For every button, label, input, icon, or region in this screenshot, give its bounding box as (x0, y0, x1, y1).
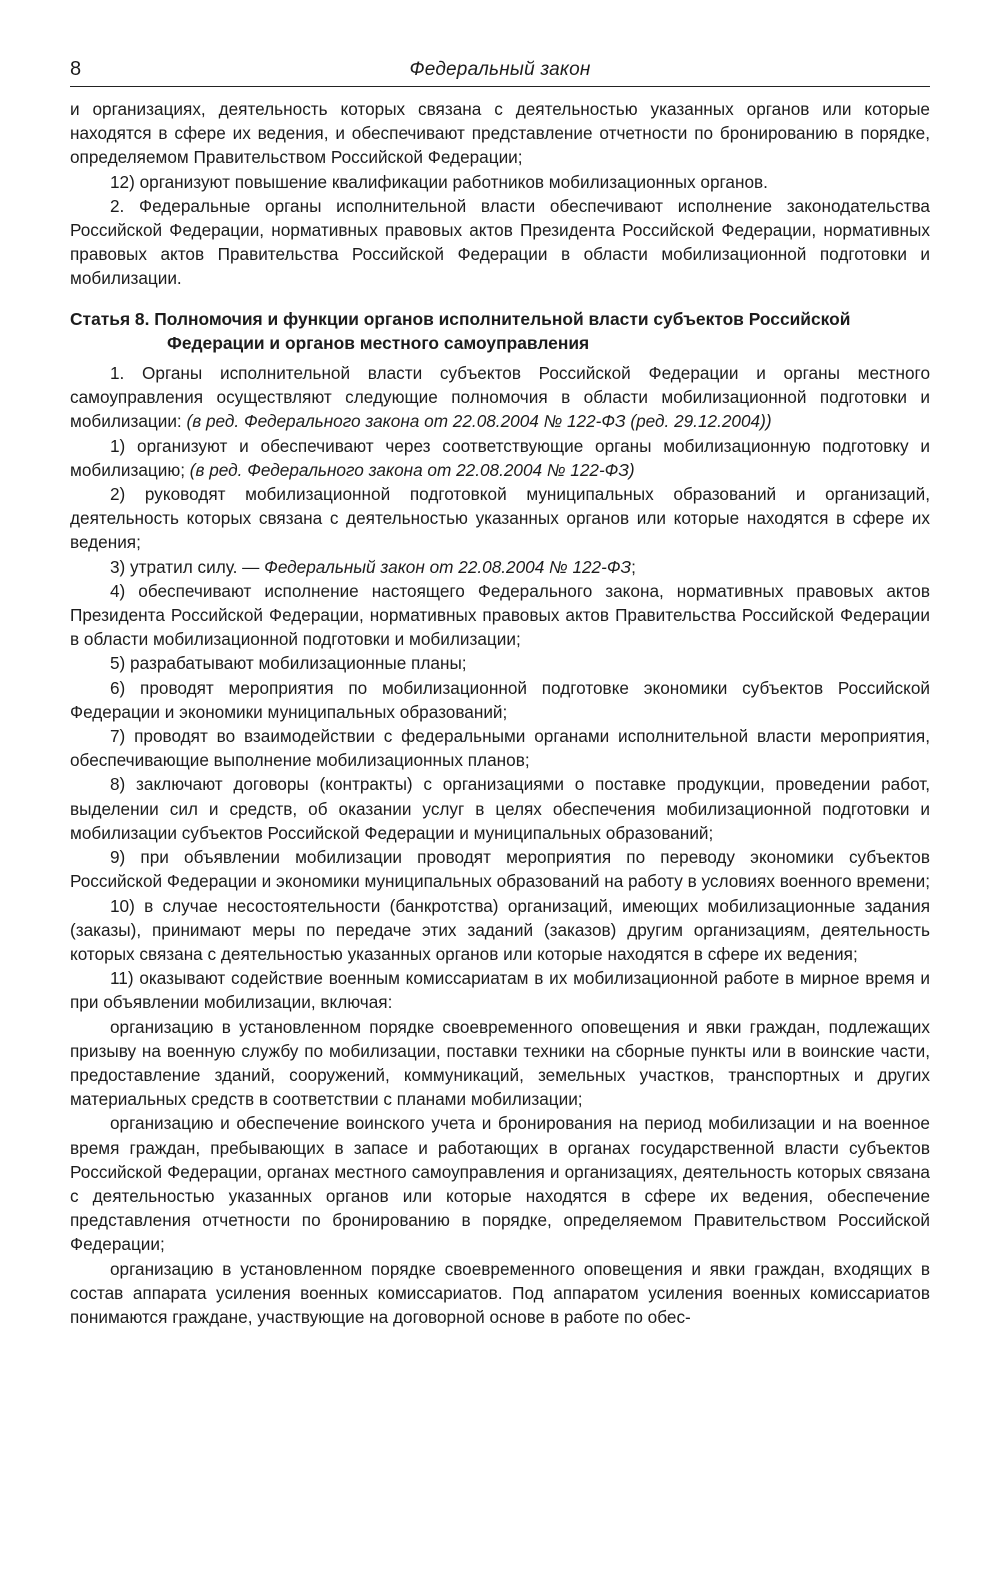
paragraph: 7) проводят во взаимодействии с федеральными органами исполнительной власти мероприятия, обеспечивающие выполнение мобилизационных планов; (70, 726, 930, 771)
paragraph: организацию в установленном порядке своевременного оповещения и явки граждан, входящих в состав аппарата усиления военных комиссариатов. Под аппаратом усиления военных комиссариатов понимаются граждане, участвующие на договорной основе в работе по обес- (70, 1258, 930, 1327)
paragraph: 11) оказывают содействие военным комиссариатам в их мобилизационной работе в мирное время и при объявлении мобилизации, включая: (70, 968, 930, 1013)
running-head (70, 56, 930, 87)
running-title: Федеральный закон (409, 59, 591, 80)
amendment-note: (в ред. Федерального закона от 22.08.2004 № 122-ФЗ (ред. 29.12.2004)) (186, 411, 772, 432)
amendment-note: (в ред. Федерального закона от 22.08.2004 № 122-ФЗ) (189, 459, 635, 480)
amendment-note: Федеральный закон от 22.08.2004 № 122-ФЗ (264, 556, 632, 577)
paragraph: 10) в случае несостоятельности (банкротства) организаций, имеющих мобилизационные задания (заказы), принимают меры по передаче этих заданий (заказов) другим организациям, деятельность которых связана с деятельностью указанных органов или которые находятся в сфере их ведения; (70, 895, 930, 964)
paragraph: 6) проводят мероприятия по мобилизационной подготовке экономики субъектов Российской Федерации и экономики муниципальных образований; (70, 677, 930, 722)
paragraph (70, 434, 930, 482)
paragraph: 12) организуют повышение квалификации работников мобилизационных органов. (110, 171, 768, 192)
page (70, 56, 930, 1329)
paragraph: организацию в установленном порядке своевременного оповещения и явки граждан, подлежащих призыву на военную службу по мобилизации, поставки техники на сборные пункты или в воинские части, предоставление зданий, сооружений, коммуникаций, земельных участков, транспортных и других материальных средств в соответствии с планами мобилизации; (70, 1016, 930, 1110)
paragraph-text: 3) утратил силу. — (110, 556, 265, 577)
document-body (70, 97, 930, 1329)
paragraph: 9) при объявлении мобилизации проводят мероприятия по переводу экономики субъектов Российской Федерации и экономики муниципальных образований на работу в условиях военного времени; (70, 847, 931, 892)
paragraph: 4) обеспечивают исполнение настоящего Федерального закона, нормативных правовых актов Президента Российской Федерации, нормативных правовых актов Правительства Российской Федерации в области мобилизационной подготовки и мобилизации; (70, 580, 930, 650)
paragraph-end: ; (631, 556, 636, 577)
paragraph: 8) заключают договоры (контракты) с организациями о поставке продукции, проведении работ, выделении сил и средств, об оказании услуг в целях обеспечения мобилизационной подготовки и мобилизации субъектов Российской Федерации и муниципальных образований; (70, 774, 930, 843)
paragraph: 2. Федеральные органы исполнительной власти обеспечивают исполнение законодательства Российской Федерации, нормативных правовых актов Президента Российской Федерации, нормативных правовых актов Правительства Российской Федерации в области мобилизационной подготовки и мобилизации. (70, 195, 930, 289)
paragraph: и организациях, деятельность которых связана с деятельностью указанных органов или которые находятся в сфере их ведения, и обеспечивают представление отчетности по бронированию в порядке, определяемом Правительством Российской Федерации; (70, 99, 930, 168)
paragraph-text: 1. Органы исполнительной власти субъектов Российской Федерации и органы местного самоуправления осуществляют следующие полномочия в области мобилизационной подготовки и мобилизации: (70, 363, 930, 432)
paragraph (70, 361, 930, 434)
paragraph-text: 1) организуют и обеспечивают через соответствующие органы мобилизационную подготовку и мобилизацию; (70, 435, 930, 480)
paragraph (70, 555, 930, 579)
article-heading: Статья 8. Полномочия и функции органов исполнительной власти субъектов Российской Федерации и органов местного самоуправления (70, 308, 851, 353)
paragraph: организацию и обеспечение воинского учета и бронирования на период мобилизации и на военное время граждан, пребывающих в запасе и работающих в органах государственной власти субъектов Российской Федерации, органах местного самоуправления и организациях, деятельность которых связана с деятельностью указанных органов или которые находятся в сфере их ведения, обеспечение представления отчетности по бронированию в порядке, определяемом Правительством Российской Федерации; (70, 1113, 930, 1255)
paragraph: 5) разрабатывают мобилизационные планы; (110, 653, 467, 674)
page-number: 8 (70, 58, 82, 80)
paragraph: 2) руководят мобилизационной подготовкой муниципальных образований и организаций, деятельность которых связана с деятельностью указанных органов или которые находятся в сфере их ведения; (70, 484, 930, 553)
